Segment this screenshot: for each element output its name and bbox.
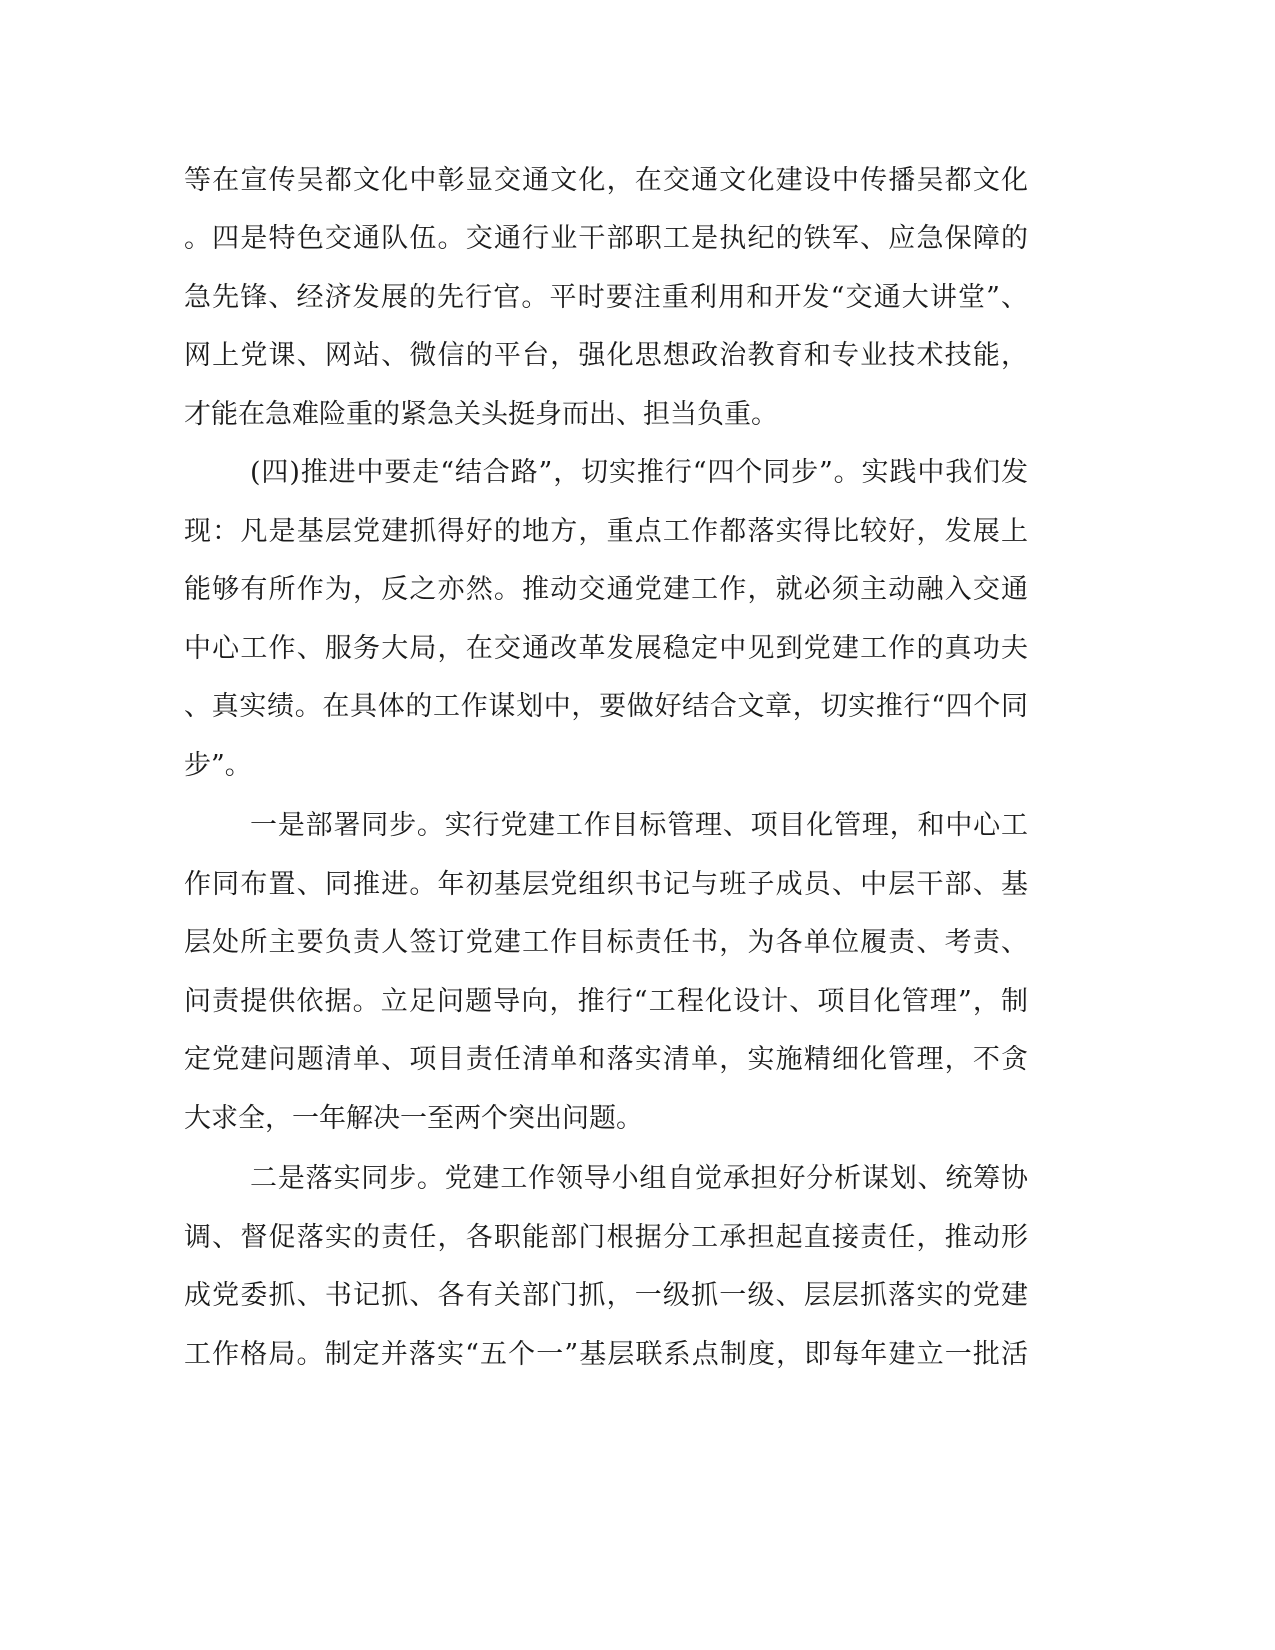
body-text-line: 。四是特色交通队伍。交通行业干部职工是执纪的铁军、应急保障的	[184, 223, 1028, 254]
body-text-line: 能够有所作为，反之亦然。推动交通党建工作，就必须主动融入交通	[184, 574, 1028, 605]
body-text-line: 工作格局。制定并落实“五个一”基层联系点制度，即每年建立一批活	[184, 1339, 1028, 1370]
body-text-line: 大求全，一年解决一至两个突出问题。	[184, 1103, 643, 1134]
body-text-line: 、真实绩。在具体的工作谋划中，要做好结合文章，切实推行“四个同	[184, 691, 1028, 722]
section-heading-line: (四)推进中要走“结合路”，切实推行“四个同步”。实践中我们发	[250, 457, 1028, 488]
body-text-line: 中心工作、服务大局，在交通改革发展稳定中见到党建工作的真功夫	[184, 633, 1028, 664]
body-text-line: 定党建问题清单、项目责任清单和落实清单，实施精细化管理，不贪	[184, 1044, 1028, 1075]
body-text-line: 一是部署同步。实行党建工作目标管理、项目化管理，和中心工	[250, 810, 1028, 841]
body-text-line: 步”。	[184, 750, 252, 781]
body-text-line: 二是落实同步。党建工作领导小组自觉承担好分析谋划、统筹协	[250, 1163, 1028, 1194]
body-text-line: 急先锋、经济发展的先行官。平时要注重利用和开发“交通大讲堂”、	[184, 282, 1028, 313]
body-text-line: 成党委抓、书记抓、各有关部门抓，一级抓一级、层层抓落实的党建	[184, 1280, 1028, 1311]
body-text-line: 层处所主要负责人签订党建工作目标责任书，为各单位履责、考责、	[184, 927, 1028, 958]
body-text-line: 网上党课、网站、微信的平台，强化思想政治教育和专业技术技能，	[184, 340, 1028, 371]
body-text-line: 问责提供依据。立足问题导向，推行“工程化设计、项目化管理”，制	[184, 986, 1028, 1017]
body-text-line: 等在宣传吴都文化中彰显交通文化，在交通文化建设中传播吴都文化	[184, 165, 1028, 196]
body-text-line: 现：凡是基层党建抓得好的地方，重点工作都落实得比较好，发展上	[184, 516, 1028, 547]
body-text-line: 调、督促落实的责任，各职能部门根据分工承担起直接责任，推动形	[184, 1222, 1028, 1253]
body-text-line: 才能在急难险重的紧急关头挺身而出、担当负重。	[184, 399, 778, 430]
body-text-line: 作同布置、同推进。年初基层党组织书记与班子成员、中层干部、基	[184, 869, 1028, 900]
